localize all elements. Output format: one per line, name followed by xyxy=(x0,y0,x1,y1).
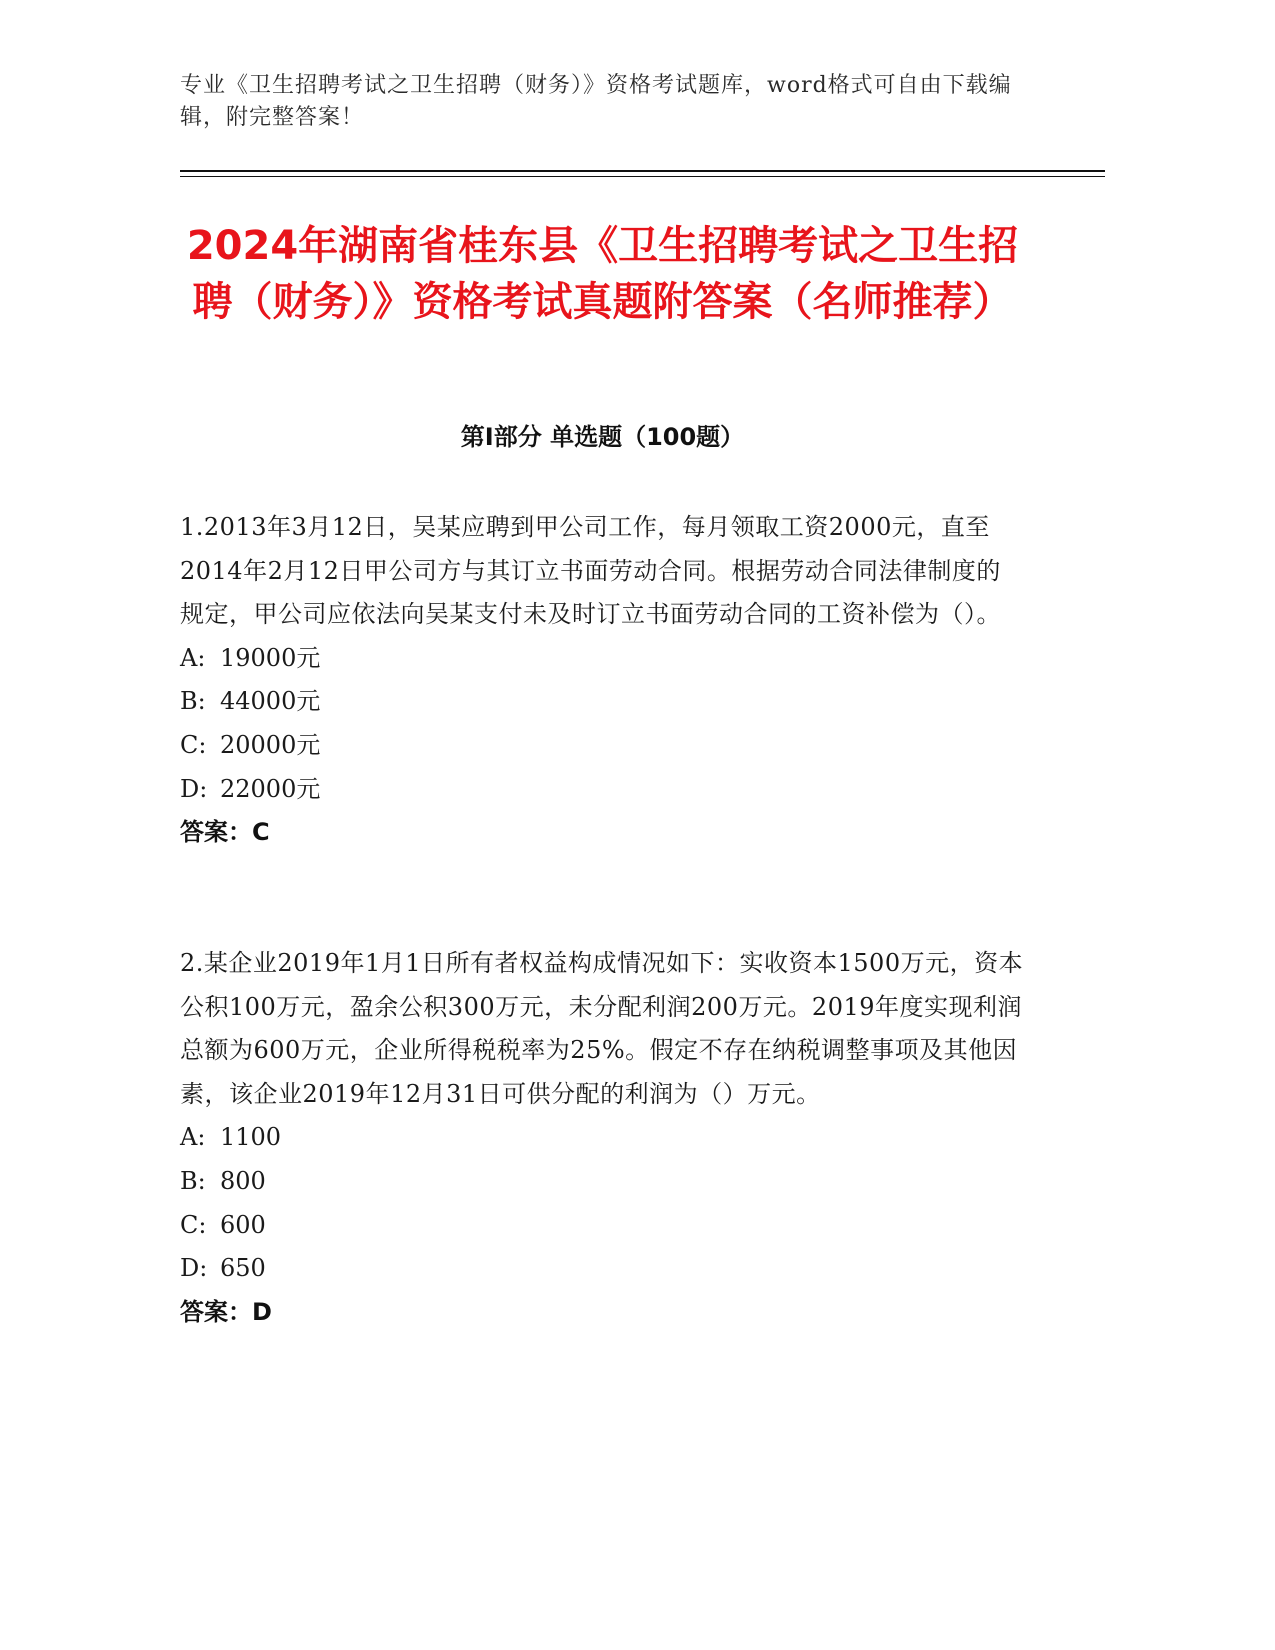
option-a xyxy=(180,1116,1025,1160)
option-c xyxy=(180,724,1025,768)
option-text: 650 xyxy=(220,1254,266,1283)
option-b xyxy=(180,1160,1025,1204)
option-label: B: xyxy=(180,687,206,716)
option-text: 800 xyxy=(220,1166,266,1195)
option-label: C: xyxy=(180,730,207,759)
option-b xyxy=(180,680,1025,724)
header-divider-thick xyxy=(180,170,1105,172)
option-text: 19000元 xyxy=(220,643,321,672)
option-label: C: xyxy=(180,1210,207,1239)
document-title: 2024年湖南省桂东县《卫生招聘考试之卫生招聘（财务）》资格考试真题附答案（名师推荐） xyxy=(186,223,1019,325)
option-label: D: xyxy=(180,1254,208,1283)
question-stem: 2.某企业2019年1月1日所有者权益构成情况如下：实收资本1500万元，资本公积100万元，盈余公积300万元，未分配利润200万元。2019年度实现利润总额为600万元，企业所得税税率为25%。假定不存在纳税调整事项及其他因素，该企业2019年12月31日可供分配的利润为（）万元。 xyxy=(180,949,1024,1108)
question-1 xyxy=(180,506,1025,855)
section-heading: 第I部分 单选题（100题） xyxy=(460,423,745,451)
option-text: 600 xyxy=(220,1210,266,1239)
option-text: 20000元 xyxy=(220,730,321,759)
option-label: A: xyxy=(180,1123,206,1152)
question-stem: 1.2013年3月12日，吴某应聘到甲公司工作，每月领取工资2000元，直至2014年2月12日甲公司方与其订立书面劳动合同。根据劳动合同法律制度的规定，甲公司应依法向吴某支付未及时订立书面劳动合同的工资补偿为（）。 xyxy=(180,513,1001,629)
option-label: D: xyxy=(180,774,208,803)
option-d xyxy=(180,1247,1025,1291)
option-c xyxy=(180,1204,1025,1248)
option-text: 22000元 xyxy=(220,774,321,803)
option-text: 44000元 xyxy=(220,687,321,716)
question-2 xyxy=(180,942,1025,1334)
document-page xyxy=(180,0,1105,1650)
option-a xyxy=(180,637,1025,681)
option-text: 1100 xyxy=(220,1123,282,1152)
answer-line: 答案：C xyxy=(180,818,270,847)
option-label: B: xyxy=(180,1166,206,1195)
header-divider-thin xyxy=(180,176,1105,177)
header-note: 专业《卫生招聘考试之卫生招聘（财务）》资格考试题库，word格式可自由下载编辑，附完整答案！ xyxy=(180,73,1012,130)
option-d xyxy=(180,768,1025,812)
answer-line: 答案：D xyxy=(180,1297,272,1326)
option-label: A: xyxy=(180,643,206,672)
